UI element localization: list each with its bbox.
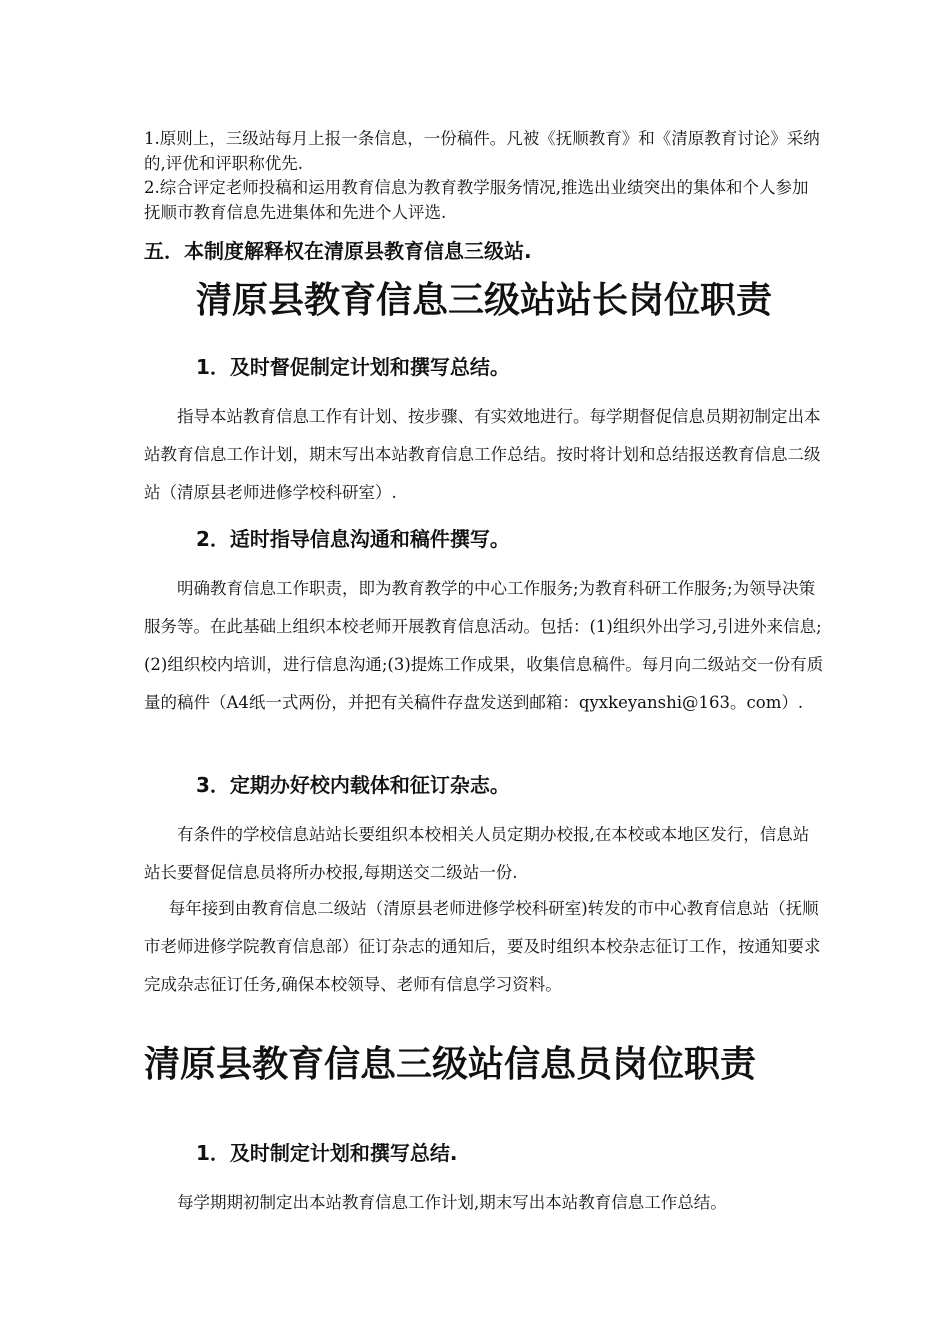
station-master-item-2-heading: 2．适时指导信息沟通和稿件撰写。 — [196, 527, 510, 551]
station-master-item-3-text-b: 每年接到由教育信息二级站（清原县老师进修学校科研室)转发的市中心教育信息站（抚顺市老师进修学院教育信息部）征订杂志的通知后，要及时组织本校杂志征订工作，按通知要求完成杂志征订任务,确保本校领导、老师有信息学习资料。 — [144, 899, 821, 994]
section-5-heading: 五．本制度解释权在清原县教育信息三级站. — [144, 239, 532, 263]
station-master-item-3-text-a: 有条件的学校信息站站长要组织本校相关人员定期办校报,在本校或本地区发行，信息站站长要督促信息员将所办校报,每期送交二级站一份. — [144, 825, 810, 882]
intro-item-1: 1.原则上，三级站每月上报一条信息，一份稿件。凡被《抚顺教育》和《清原教育讨论》采纳的,评优和评职称优先. — [144, 129, 820, 173]
station-master-title: 清原县教育信息三级站站长岗位职责 — [196, 280, 773, 321]
station-master-item-1-text: 指导本站教育信息工作有计划、按步骤、有实效地进行。每学期督促信息员期初制定出本站教育信息工作计划，期末写出本站教育信息工作总结。按时将计划和总结报送教育信息二级站（清原县老师进修学校科研室）. — [144, 407, 821, 502]
station-master-item-2-text: 明确教育信息工作职责，即为教育教学的中心工作服务;为教育科研工作服务;为领导决策服务等。在此基础上组织本校老师开展教育信息活动。包括：(1)组织外出学习,引进外来信息;(2)组织校内培训，进行信息沟通;(3)提炼工作成果，收集信息稿件。每月向二级站交一份有质量的稿件（A4纸一式两份，并把有关稿件存盘发送到邮箱：qyxkeyanshi@163。com）. — [144, 579, 824, 712]
intro-item-2: 2.综合评定老师投稿和运用教育信息为教育教学服务情况,推选出业绩突出的集体和个人参加抚顺市教育信息先进集体和先进个人评选. — [144, 178, 809, 222]
station-master-item-3-heading: 3．定期办好校内载体和征订杂志。 — [196, 773, 510, 797]
info-officer-item-1-text: 每学期期初制定出本站教育信息工作计划,期末写出本站教育信息工作总结。 — [177, 1193, 727, 1212]
info-officer-title: 清原县教育信息三级站信息员岗位职责 — [144, 1044, 757, 1085]
station-master-item-1-heading: 1．及时督促制定计划和撰写总结。 — [196, 355, 510, 379]
info-officer-item-1-heading: 1．及时制定计划和撰写总结. — [196, 1141, 458, 1165]
